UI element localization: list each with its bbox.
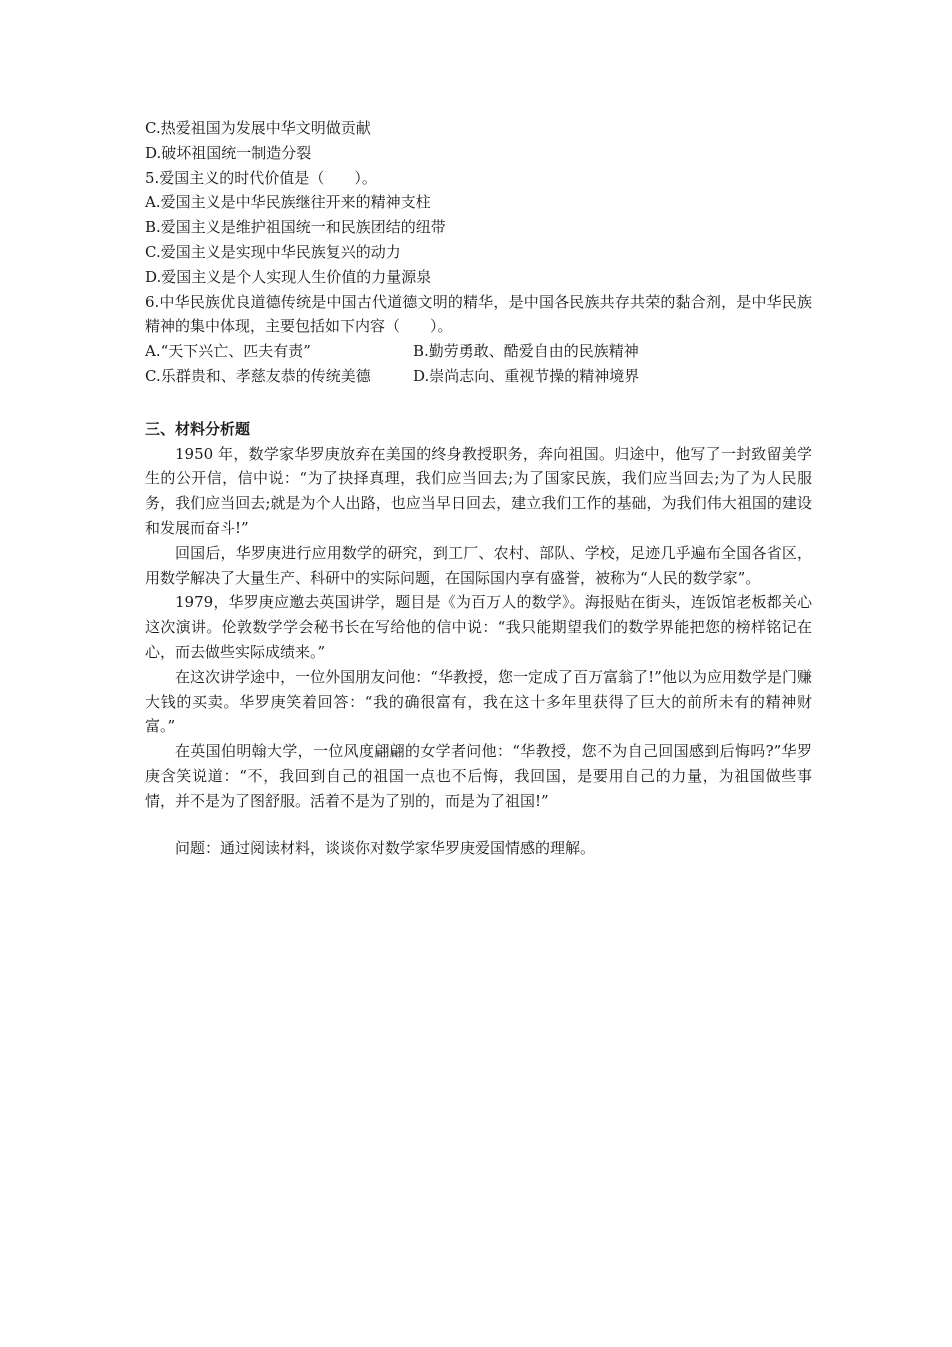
option-b-q6: B.勤劳勇敢、酷爱自由的民族精神 [413, 342, 639, 361]
option-c-q5: C.爱国主义是实现中华民族复兴的动力 [145, 242, 401, 261]
question-6-options-row-2 [145, 364, 812, 389]
option-a-q5: A.爱国主义是中华民族继往开来的精神支柱 [145, 193, 431, 212]
analysis-question: 问题：通过阅读材料，谈谈你对数学家华罗庚爱国情感的理解。 [175, 838, 596, 857]
material-paragraph-3: 1979，华罗庚应邀去英国讲学，题目是《为百万人的数学》。海报贴在街头，连饭馆老板都关心这次演讲。伦敦数学学会秘书长在写给他的信中说：“我只能期望我们的数学界能把您的榜样铭记在心，而去做些实际成绩来。” [145, 593, 812, 661]
question-6-options-row-1 [145, 339, 812, 364]
option-d-q4: D.破坏祖国统一制造分裂 [145, 143, 312, 162]
option-a-q6: A.“天下兴亡、匹夫有责” [145, 342, 311, 361]
option-b-q5: B.爱国主义是维护祖国统一和民族团结的纽带 [145, 218, 446, 237]
material-paragraph-2: 回国后，华罗庚进行应用数学的研究，到工厂、农村、部队、学校，足迹几乎遍布全国各省区，用数学解决了大量生产、科研中的实际问题，在国际国内享有盛誉，被称为“人民的数学家”。 [145, 543, 812, 587]
question-5-stem: 5.爱国主义的时代价值是（ ）。 [145, 168, 377, 187]
option-c-q4: C.热爱祖国为发展中华文明做贡献 [145, 119, 371, 137]
section-3-title: 三、材料分析题 [145, 419, 251, 438]
option-d-q5: D.爱国主义是个人实现人生价值的力量源泉 [145, 267, 432, 286]
option-d-q6: D.崇尚志向、重视节操的精神境界 [413, 366, 640, 385]
material-paragraph-1: 1950 年，数学家华罗庚放弃在美国的终身教授职务，奔向祖国。归途中，他写了一封致留美学生的公开信，信中说：“为了抉择真理，我们应当回去;为了国家民族，我们应当回去;为了为人民服务，我们应当回去;就是为个人出路，也应当早日回去，建立我们工作的基础，为我们伟大祖国的建设和发展而奋斗!” [145, 444, 812, 537]
option-c-q6: C.乐群贵和、孝慈友恭的传统美德 [145, 366, 371, 385]
question-6-stem: 6.中华民族优良道德传统是中国古代道德文明的精华，是中国各民族共存共荣的黏合剂，是中华民族精神的集中体现，主要包括如下内容（ ）。 [145, 292, 812, 336]
material-paragraph-4: 在这次讲学途中，一位外国朋友问他：“华教授，您一定成了百万富翁了!”他以为应用数学是门赚大钱的买卖。华罗庚笑着回答：“我的确很富有，我在这十多年里获得了巨大的前所未有的精神财富。” [145, 667, 812, 736]
material-paragraph-5: 在英国伯明翰大学，一位风度翩翩的女学者问他：“华教授，您不为自己回国感到后悔吗?”华罗庚含笑说道：“不，我回到自己的祖国一点也不后悔，我回国，是要用自己的力量，为祖国做些事情，并不是为了图舒服。活着不是为了别的，而是为了祖国!” [145, 742, 812, 810]
